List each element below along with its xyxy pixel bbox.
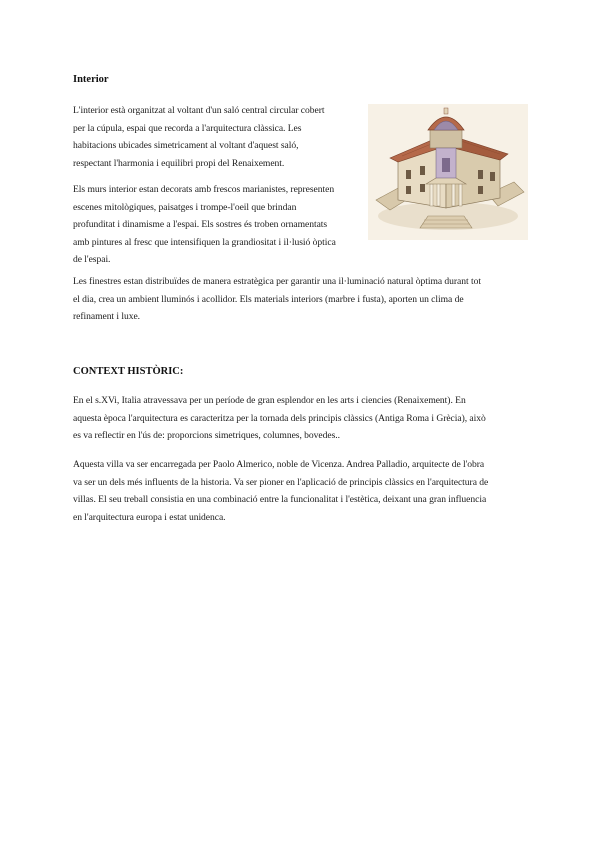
text-line: profunditat i dinamisme a l'espai. Els sostres és troben ornamentats	[73, 219, 328, 230]
context-paragraph-2	[73, 456, 533, 526]
text-line: aquesta època l'arquitectura es caracteritza per la tornada dels principis clàssics (Antiga Roma i Grècia), això	[73, 412, 486, 424]
text-line: En el s.XVi, Italia atravessava per un període de gran esplendor en les arts i ciencies (Renaixement). En	[73, 395, 466, 406]
section-heading-context: CONTEXT HISTÒRIC:	[73, 366, 184, 377]
text-line: Les finestres estan distribuïdes de manera estratègica per garantir una il·luminació natural òptima durant tot	[73, 276, 481, 287]
interior-paragraph-3	[73, 273, 533, 326]
text-line: Els murs interior estan decorats amb frescos marianistes, representen	[73, 184, 335, 195]
text-line: escenes mitològiques, paisatges i trompe-l'oeil que brindan	[73, 201, 297, 213]
text-line: per la cúpula, espai que recorda a l'arquitectura clàssica. Les	[73, 122, 302, 134]
text-line: amb pintures al fresc que intensifiquen la grandiositat i il·lusió òptica	[73, 236, 336, 248]
text-line: habitacions ubicades simetricament al voltant d'aquest saló,	[73, 140, 299, 151]
text-line: el dia, crea un ambient lluminós i acollidor. Els materials interiors (marbre i fusta), aporten un clima de	[73, 293, 464, 305]
villa-cutaway-illustration	[368, 104, 528, 240]
interior-paragraph-2	[73, 181, 365, 269]
text-line: respectant l'harmonia i equilibri propi del Renaixement.	[73, 157, 285, 169]
context-paragraph-1	[73, 392, 533, 445]
text-line: es va reflectir en l'ús de: proporcions simetriques, columnes, bovedes..	[73, 430, 340, 441]
villa-rotonda-cutaway-icon	[368, 104, 528, 240]
interior-paragraph-1	[73, 102, 365, 172]
text-line: L'interior està organitzat al voltant d'un saló central circular cobert	[73, 105, 325, 116]
section-heading-interior: Interior	[73, 74, 109, 85]
text-line: va ser un dels més influents de la historia. Va ser pioner en l'aplicació de principis clàssics en l'arquitectura de	[73, 476, 489, 488]
text-line: refinament i luxe.	[73, 311, 141, 322]
text-line: villas. El seu treball consistia en una combinació entre la funcionalitat i l'estètica, deixant una gran influencia	[73, 494, 487, 505]
text-line: de l'espai.	[73, 254, 111, 265]
text-line: en l'arquitectura europa i estat unidenca.	[73, 511, 226, 523]
text-line: Aquesta villa va ser encarregada per Paolo Almerico, noble de Vicenza. Andrea Palladio, arquitecte de l'obra	[73, 459, 485, 470]
